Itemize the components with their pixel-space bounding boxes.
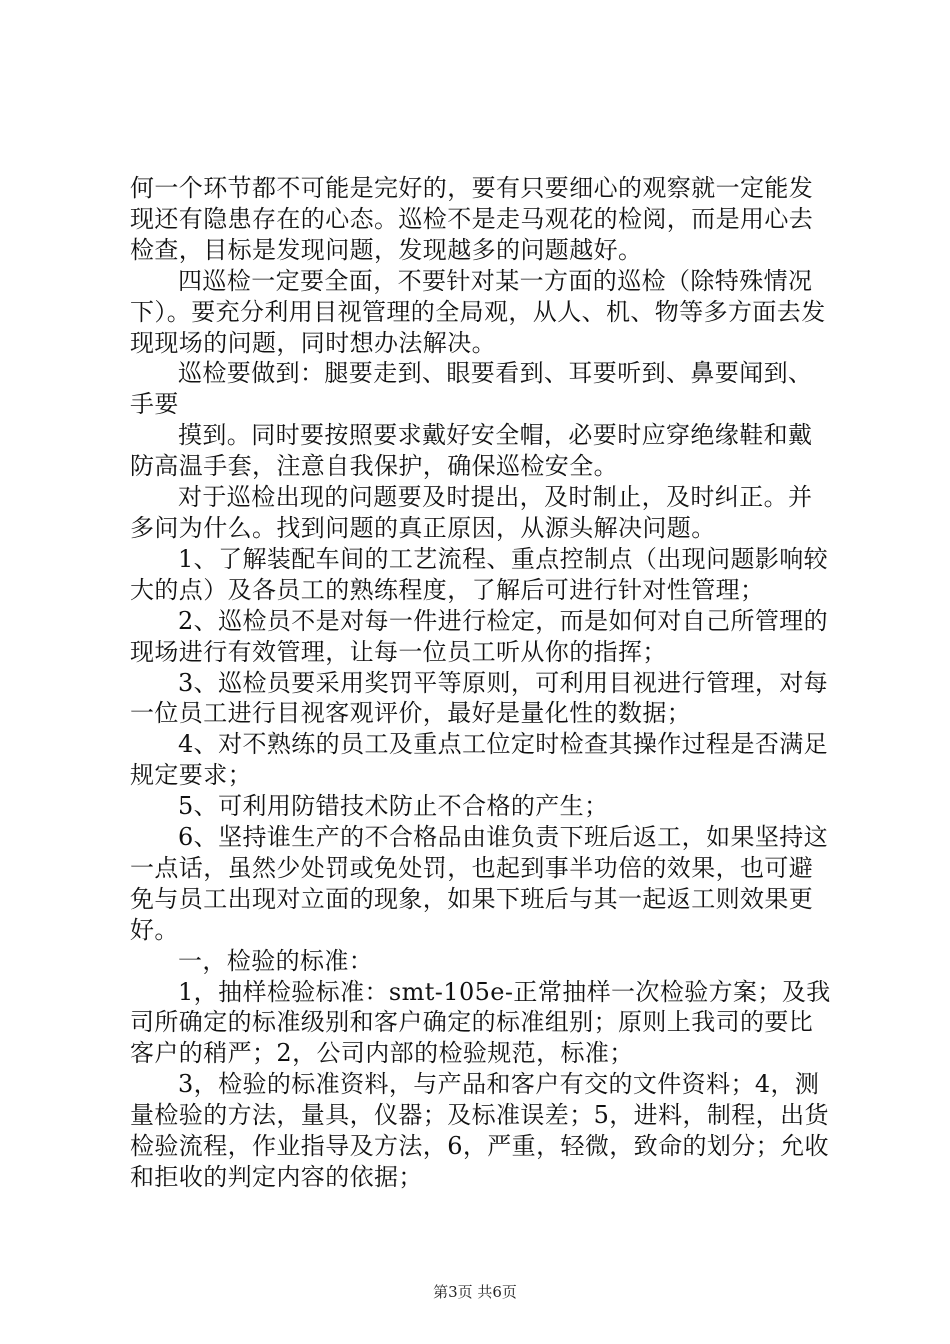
section-heading: 一，检验的标准： [178,946,374,975]
page-number-footer: 第3页 共6页 [433,1283,517,1301]
paragraph: 3，检验的标准资料，与产品和客户有交的文件资料；4，测量检验的方法，量具，仪器；及标准误差；5，进料，制程，出货检验流程，作业指导及方法，6，严重，轻微，致命的划分；允收和拒收的判定内容的依据； [130,1070,829,1191]
document-body [130,173,835,1193]
paragraph: 3、巡检员要采用奖罚平等原则，可利用目视进行管理，对每一位员工进行目视客观评价，最好是量化性的数据； [130,668,829,728]
paragraph: 四巡检一定要全面，不要针对某一方面的巡检（除特殊情况下）。要充分利用目视管理的全局观，从人、机、物等多方面去发现现场的问题，同时想办法解决。 [130,266,826,357]
paragraph: 2、巡检员不是对每一件进行检定，而是如何对自己所管理的现场进行有效管理，让每一位员工听从你的指挥； [130,606,829,666]
paragraph: 4、对不熟练的员工及重点工位定时检查其操作过程是否满足规定要求； [130,730,829,790]
paragraph: 1，抽样检验标准：smt-105e-正常抽样一次检验方案；及我司所确定的标准级别和客户确定的标准组别；原则上我司的要比客户的稍严；2，公司内部的检验规范，标准； [130,977,831,1068]
paragraph: 何一个环节都不可能是完好的，要有只要细心的观察就一定能发现还有隐患存在的心态。巡检不是走马观花的检阅，而是用心去检查，目标是发现问题，发现越多的问题越好。 [130,174,814,264]
paragraph: 对于巡检出现的问题要及时提出，及时制止，及时纠正。并多问为什么。找到问题的真正原因，从源头解决问题。 [130,483,813,542]
paragraph: 5、可利用防错技术防止不合格的产生； [178,792,609,821]
paragraph: 6、坚持谁生产的不合格品由谁负责下班后返工，如果坚持这一点话，虽然少处罚或免处罚，也起到事半功倍的效果，也可避免与员工出现对立面的现象，如果下班后与其一起返工则效果更好。 [130,823,829,944]
paragraph: 摸到。同时要按照要求戴好安全帽，必要时应穿绝缘鞋和戴防高温手套，注意自我保护，确保巡检安全。 [130,421,813,481]
paragraph: 巡检要做到：腿要走到、眼要看到、耳要听到、鼻要闻到、手要 [130,359,813,419]
paragraph: 1、了解装配车间的工艺流程、重点控制点（出现问题影响较大的点）及各员工的熟练程度，了解后可进行针对性管理； [130,544,829,604]
